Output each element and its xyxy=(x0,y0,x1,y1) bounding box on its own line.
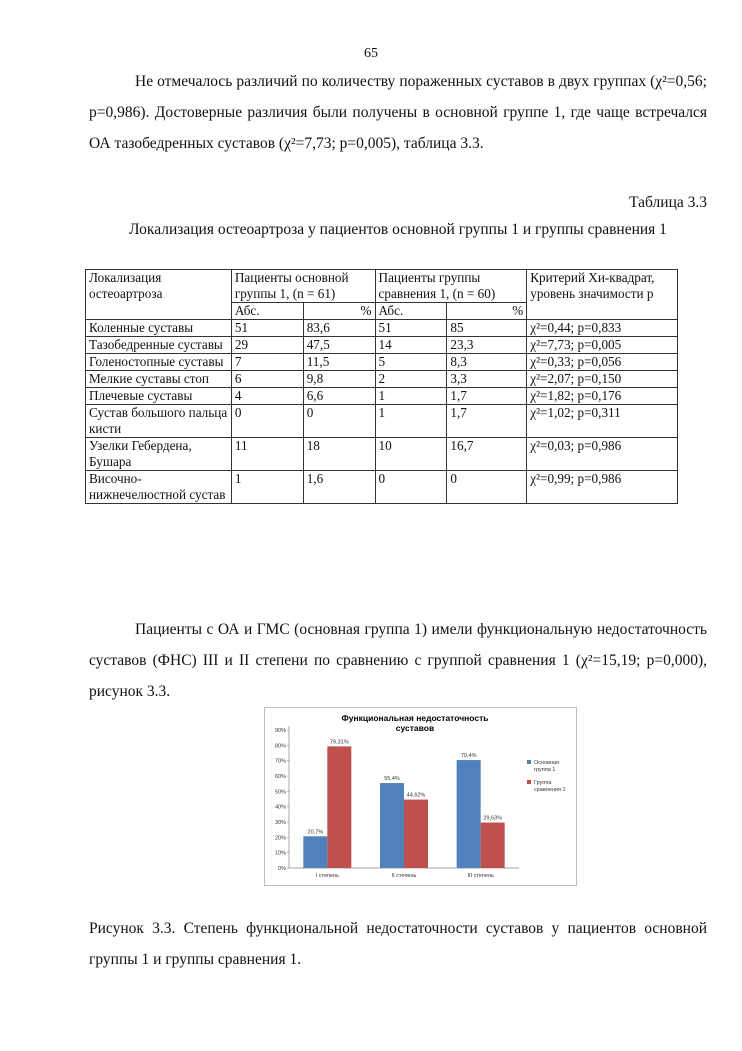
cell-name: Сустав большого пальца кисти xyxy=(86,405,232,438)
header-abs-1: Абс. xyxy=(231,303,303,320)
table-row xyxy=(86,388,678,405)
cell-p1: 11,5 xyxy=(303,354,375,371)
data-label: 20,7% xyxy=(307,829,324,836)
y-tick-label: 10% xyxy=(274,850,286,857)
y-tick-label: 60% xyxy=(274,774,286,780)
cell-chi: χ²=2,07; р=0,150 xyxy=(527,371,678,388)
table-row xyxy=(86,320,678,337)
y-tick-label: 90% xyxy=(274,728,286,734)
cell-p1: 18 xyxy=(303,438,375,471)
header-criterion: Критерий Хи-квадрат, уровень значимости р xyxy=(527,270,678,320)
x-tick-label: II степень xyxy=(391,873,417,879)
cell-p1: 9,8 xyxy=(303,371,375,388)
cell-p1: 6,6 xyxy=(303,388,375,405)
header-pct-1: % xyxy=(303,303,375,320)
bar-chart xyxy=(264,707,577,886)
table-row xyxy=(86,405,678,438)
bar xyxy=(457,760,481,868)
cell-name: Височно-нижнечелюстной сустав xyxy=(86,471,232,504)
page-number: 65 xyxy=(364,46,378,61)
data-label: 79,31% xyxy=(330,739,349,746)
cell-chi: χ²=0,44; р=0,833 xyxy=(527,320,678,337)
y-tick-label: 70% xyxy=(274,758,286,765)
bar xyxy=(404,800,428,868)
header-pct-2: % xyxy=(447,303,527,320)
chart-svg xyxy=(265,708,576,885)
y-tick-label: 20% xyxy=(274,835,286,842)
cell-a2: 14 xyxy=(375,337,447,354)
header-localization: Локализация остеоартроза xyxy=(86,270,232,320)
cell-name: Голеностопные суставы xyxy=(86,354,232,371)
cell-p2: 1,7 xyxy=(447,405,527,438)
cell-a1: 4 xyxy=(231,388,303,405)
cell-a1: 11 xyxy=(231,438,303,471)
cell-p1: 0 xyxy=(303,405,375,438)
paragraph-1: Не отмечалось различий по количеству пораженных суставов в двух группах (χ²=0,56; р=0,986). Достоверные различия были получены в основной группе 1, где чаще встречался ОА тазобедренных суставов (χ²=7,73; р=0,005), таблица 3.3. xyxy=(89,73,707,152)
table-row xyxy=(86,438,678,471)
y-tick-label: 0% xyxy=(278,866,286,872)
cell-a2: 2 xyxy=(375,371,447,388)
table-header-row xyxy=(86,270,678,303)
cell-name: Узелки Гебердена, Бушара xyxy=(86,438,232,471)
cell-chi: χ²=1,82; р=0,176 xyxy=(527,388,678,405)
cell-a2: 10 xyxy=(375,438,447,471)
data-label: 44,62% xyxy=(406,792,426,799)
bar xyxy=(303,836,327,868)
bar xyxy=(380,783,404,868)
header-group1: Пациенты основной группы 1, (n = 61) xyxy=(231,270,375,303)
cell-p1: 1,6 xyxy=(303,471,375,504)
data-label: 70,4% xyxy=(460,753,477,760)
cell-name: Тазобедренные суставы xyxy=(86,337,232,354)
cell-a1: 29 xyxy=(231,337,303,354)
cell-chi: χ²=7,73; р=0,005 xyxy=(527,337,678,354)
legend-label: Основная группа 1 xyxy=(534,760,560,773)
cell-p2: 3,3 xyxy=(447,371,527,388)
table-row xyxy=(86,354,678,371)
header-abs-2: Абс. xyxy=(375,303,447,320)
cell-p2: 85 xyxy=(447,320,527,337)
cell-a2: 5 xyxy=(375,354,447,371)
cell-p1: 47,5 xyxy=(303,337,375,354)
data-label: 55,4% xyxy=(384,776,400,783)
legend-swatch xyxy=(527,760,531,764)
header-group2: Пациенты группы сравнения 1, (n = 60) xyxy=(375,270,527,303)
table-row xyxy=(86,471,678,504)
cell-a1: 1 xyxy=(231,471,303,504)
table-row xyxy=(86,337,678,354)
data-label: 29,63% xyxy=(483,815,502,822)
cell-chi: χ²=0,33; р=0,056 xyxy=(527,354,678,371)
x-tick-label: I степень xyxy=(315,873,339,879)
table-label: Таблица 3.3 xyxy=(629,194,707,211)
cell-name: Мелкие суставы стоп xyxy=(86,371,232,388)
cell-p2: 1,7 xyxy=(447,388,527,405)
cell-a2: 1 xyxy=(375,388,447,405)
chart-title: Функциональная недостаточность суставов xyxy=(341,713,489,733)
legend-label: Группа сравнения 1 xyxy=(534,780,566,793)
cell-a2: 0 xyxy=(375,471,447,504)
cell-a1: 0 xyxy=(231,405,303,438)
x-tick-label: III степень xyxy=(467,873,494,879)
cell-name: Коленные суставы xyxy=(86,320,232,337)
y-tick-label: 80% xyxy=(274,743,286,750)
cell-p2: 16,7 xyxy=(447,438,527,471)
cell-name: Плечевые суставы xyxy=(86,388,232,405)
cell-p2: 0 xyxy=(447,471,527,504)
cell-a2: 1 xyxy=(375,405,447,438)
paragraph-2: Пациенты с ОА и ГМС (основная группа 1) имели функциональную недостаточность суставов (ФНС) III и II степени по сравнению с группой сравнения 1 (χ²=15,19; р=0,000), рисунок 3.3. xyxy=(89,621,707,700)
bar xyxy=(481,823,505,868)
cell-a1: 7 xyxy=(231,354,303,371)
legend-swatch xyxy=(527,780,531,784)
table-row xyxy=(86,371,678,388)
cell-chi: χ²=0,99; р=0,986 xyxy=(527,471,678,504)
figure-caption: Рисунок 3.3. Степень функциональной недостаточности суставов у пациентов основной группы 1 и группы сравнения 1. xyxy=(89,919,707,968)
y-tick-label: 50% xyxy=(274,789,286,796)
cell-p1: 83,6 xyxy=(303,320,375,337)
bar xyxy=(327,746,351,868)
localization-table xyxy=(85,269,678,504)
y-tick-label: 40% xyxy=(274,804,286,811)
cell-a2: 51 xyxy=(375,320,447,337)
y-tick-label: 30% xyxy=(274,820,286,826)
cell-a1: 51 xyxy=(231,320,303,337)
cell-p2: 8,3 xyxy=(447,354,527,371)
cell-chi: χ²=1,02; р=0,311 xyxy=(527,405,678,438)
cell-p2: 23,3 xyxy=(447,337,527,354)
table-title: Локализация остеоартроза у пациентов основной группы 1 и группы сравнения 1 xyxy=(129,221,667,238)
cell-a1: 6 xyxy=(231,371,303,388)
cell-chi: χ²=0,03; р=0,986 xyxy=(527,438,678,471)
